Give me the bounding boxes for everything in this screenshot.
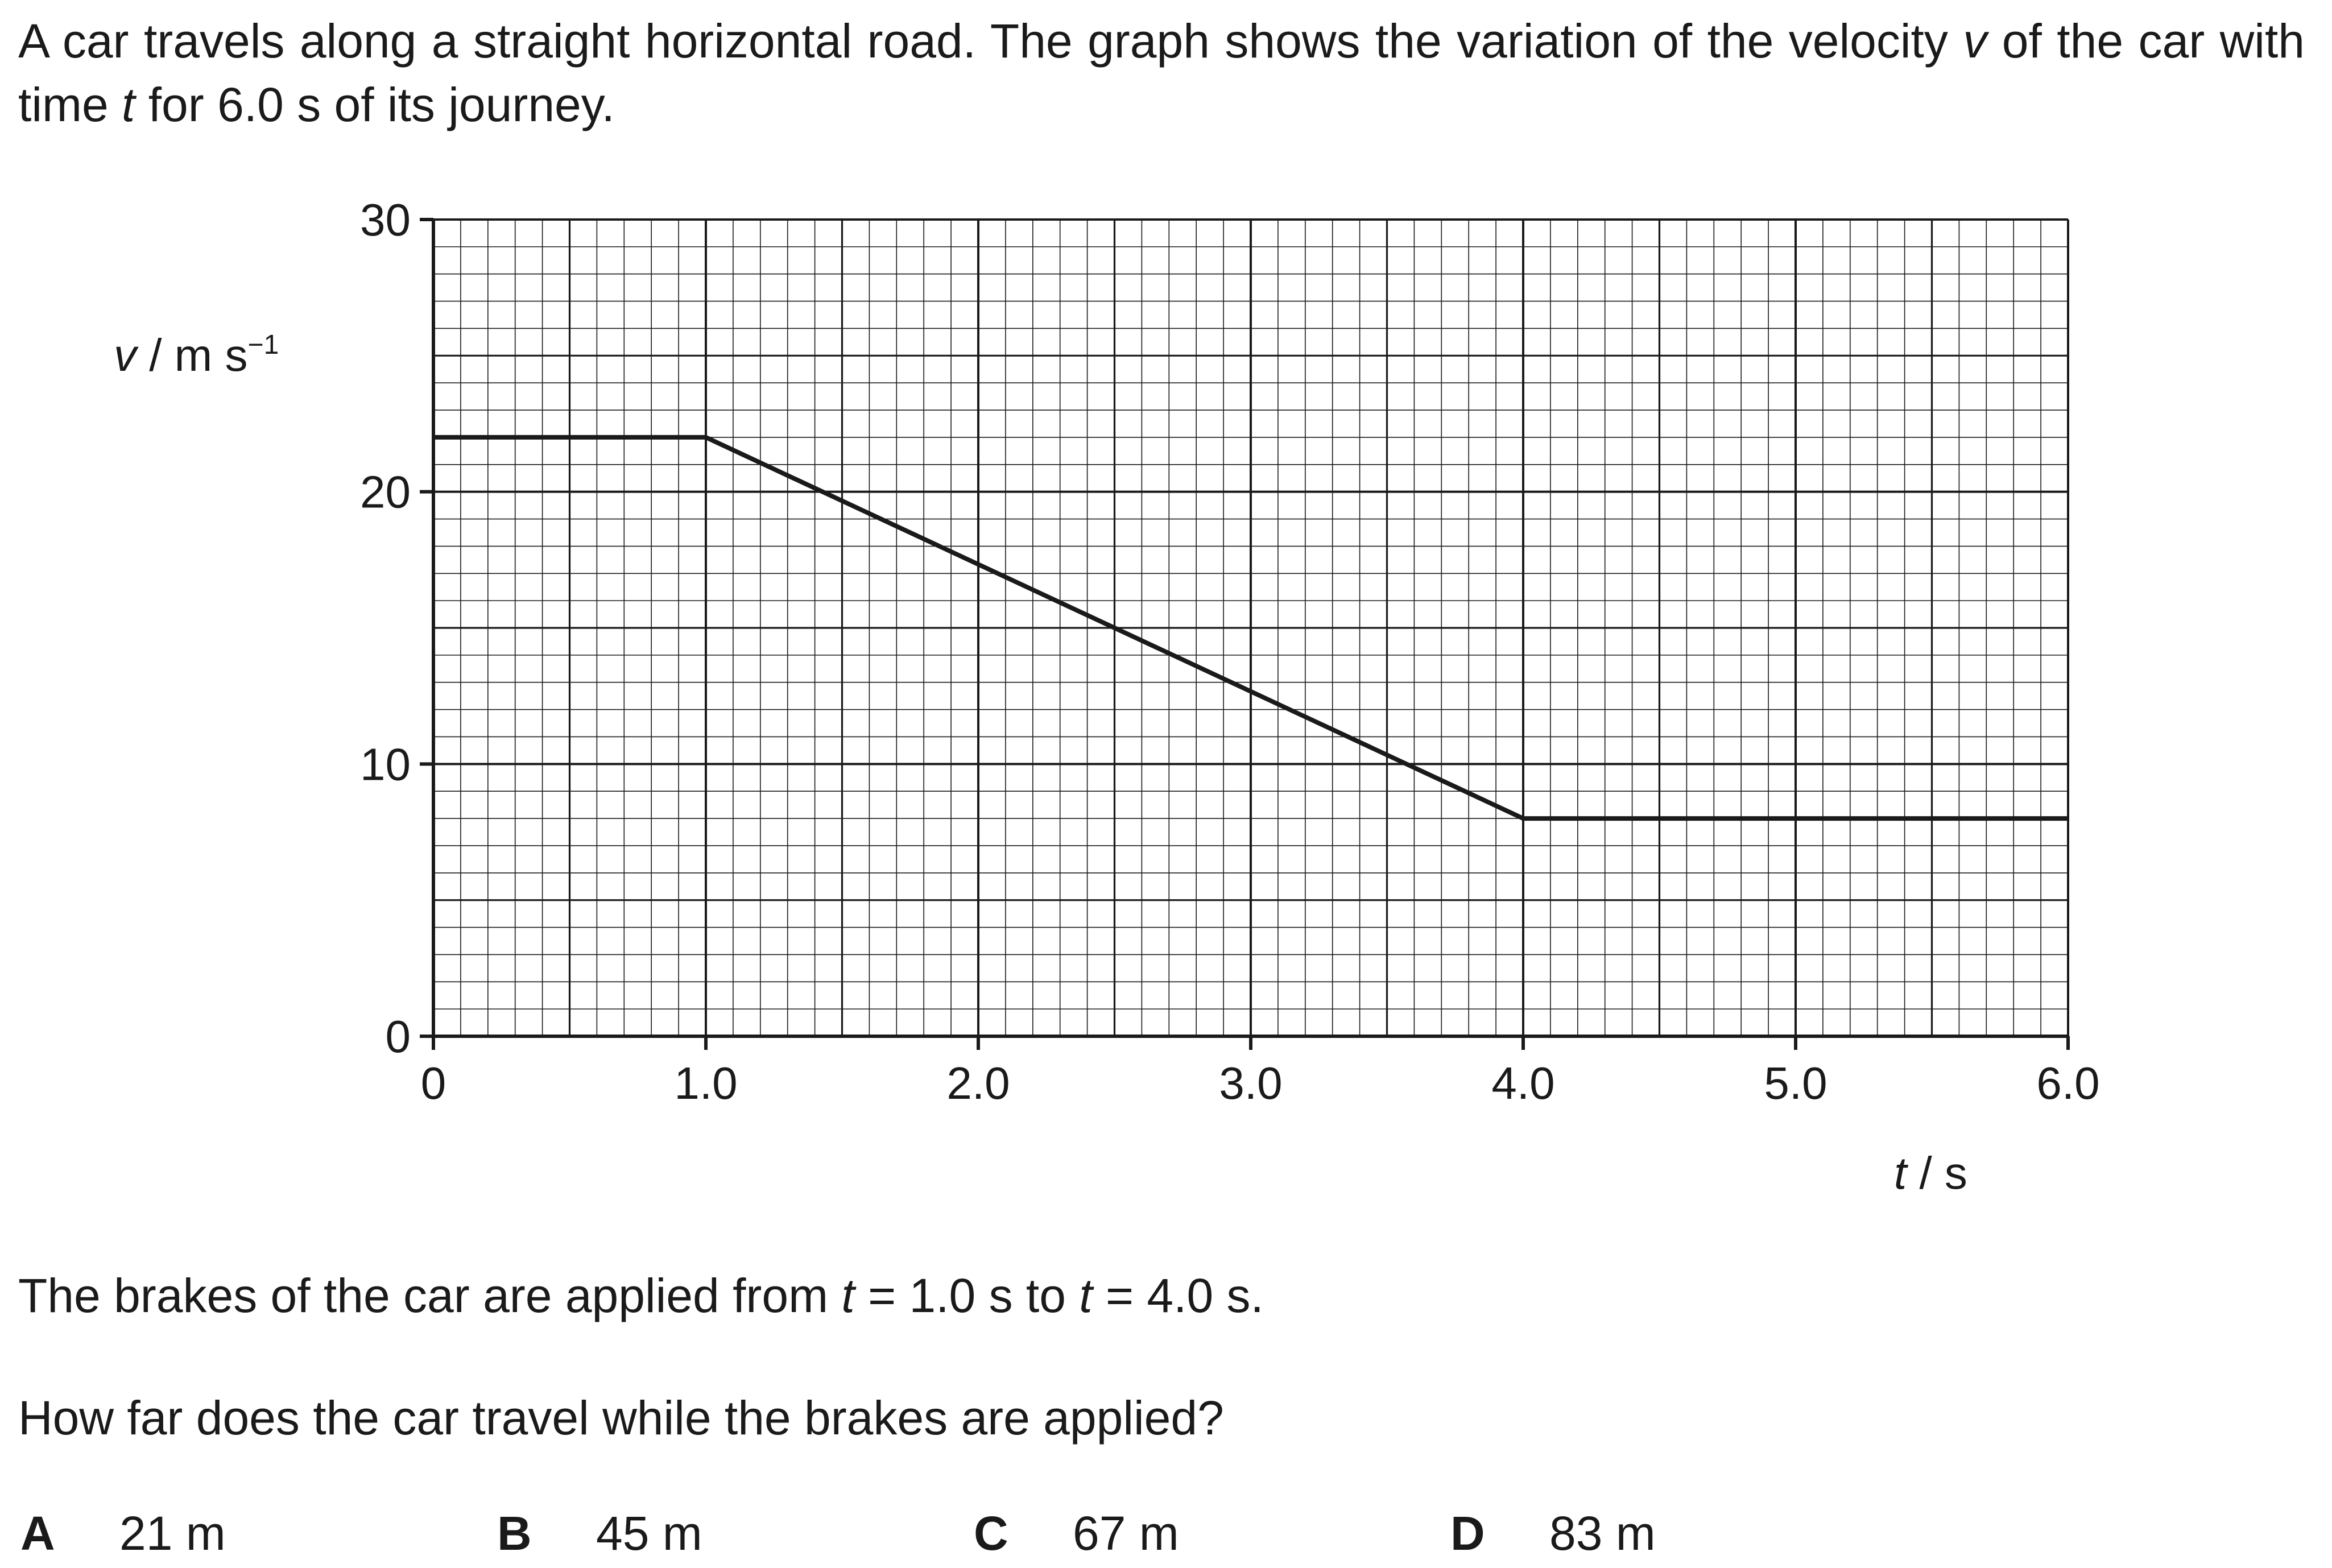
y-axis-label-unit: / m s xyxy=(137,330,248,380)
brakes-variable-t1: t xyxy=(841,1269,855,1322)
option-c-letter: C xyxy=(974,1507,1008,1560)
chart-grid xyxy=(433,220,2068,1036)
option-c-value[interactable]: 67 m xyxy=(1073,1507,1179,1560)
y-tick-label: 0 xyxy=(385,1011,411,1062)
option-b-value[interactable]: 45 m xyxy=(596,1507,702,1560)
intro-text-3: for 6.0 s of its journey. xyxy=(135,78,615,131)
y-tick-label: 20 xyxy=(360,466,411,518)
x-tick-label: 6.0 xyxy=(2036,1058,2100,1108)
option-d-letter: D xyxy=(1450,1507,1485,1560)
y-axis-label-var: v xyxy=(114,330,137,380)
x-axis-label xyxy=(1894,1148,1967,1198)
brakes-statement xyxy=(18,1264,1264,1327)
y-tick-label: 10 xyxy=(360,739,411,790)
option-a-letter: A xyxy=(20,1507,55,1560)
intro-variable-v: v xyxy=(1963,14,1987,68)
x-tick-label: 2.0 xyxy=(946,1058,1010,1108)
chart-ticks xyxy=(360,195,2100,1108)
question-prompt: How far does the car travel while the brakes are applied? xyxy=(18,1391,1224,1445)
y-axis-label-exponent: −1 xyxy=(247,330,279,360)
x-axis-label-var: t xyxy=(1894,1148,1907,1198)
x-axis-label-unit: / s xyxy=(1907,1148,1967,1198)
intro-variable-t: t xyxy=(122,78,135,131)
brakes-variable-t2: t xyxy=(1079,1269,1093,1322)
intro-text-1: A car travels along a straight horizontal road. The graph shows the variation of the velocity xyxy=(18,14,1963,68)
intro-text-2: of the car with time xyxy=(18,14,2305,131)
brakes-text-2: = 1.0 s to xyxy=(854,1269,1080,1322)
x-tick-label: 5.0 xyxy=(1764,1058,1827,1108)
y-tick-label: 30 xyxy=(360,195,411,245)
x-tick-label: 1.0 xyxy=(674,1058,738,1108)
option-d-value[interactable]: 83 m xyxy=(1549,1507,1656,1560)
x-tick-label: 4.0 xyxy=(1491,1058,1555,1108)
x-tick-label: 0 xyxy=(420,1058,446,1108)
brakes-text-1: The brakes of the car are applied from xyxy=(18,1269,842,1322)
brakes-text-3: = 4.0 s. xyxy=(1092,1269,1264,1322)
x-tick-label: 3.0 xyxy=(1219,1058,1283,1108)
option-a-value[interactable]: 21 m xyxy=(119,1507,226,1560)
option-b-letter: B xyxy=(497,1507,532,1560)
y-axis-label xyxy=(114,330,279,380)
